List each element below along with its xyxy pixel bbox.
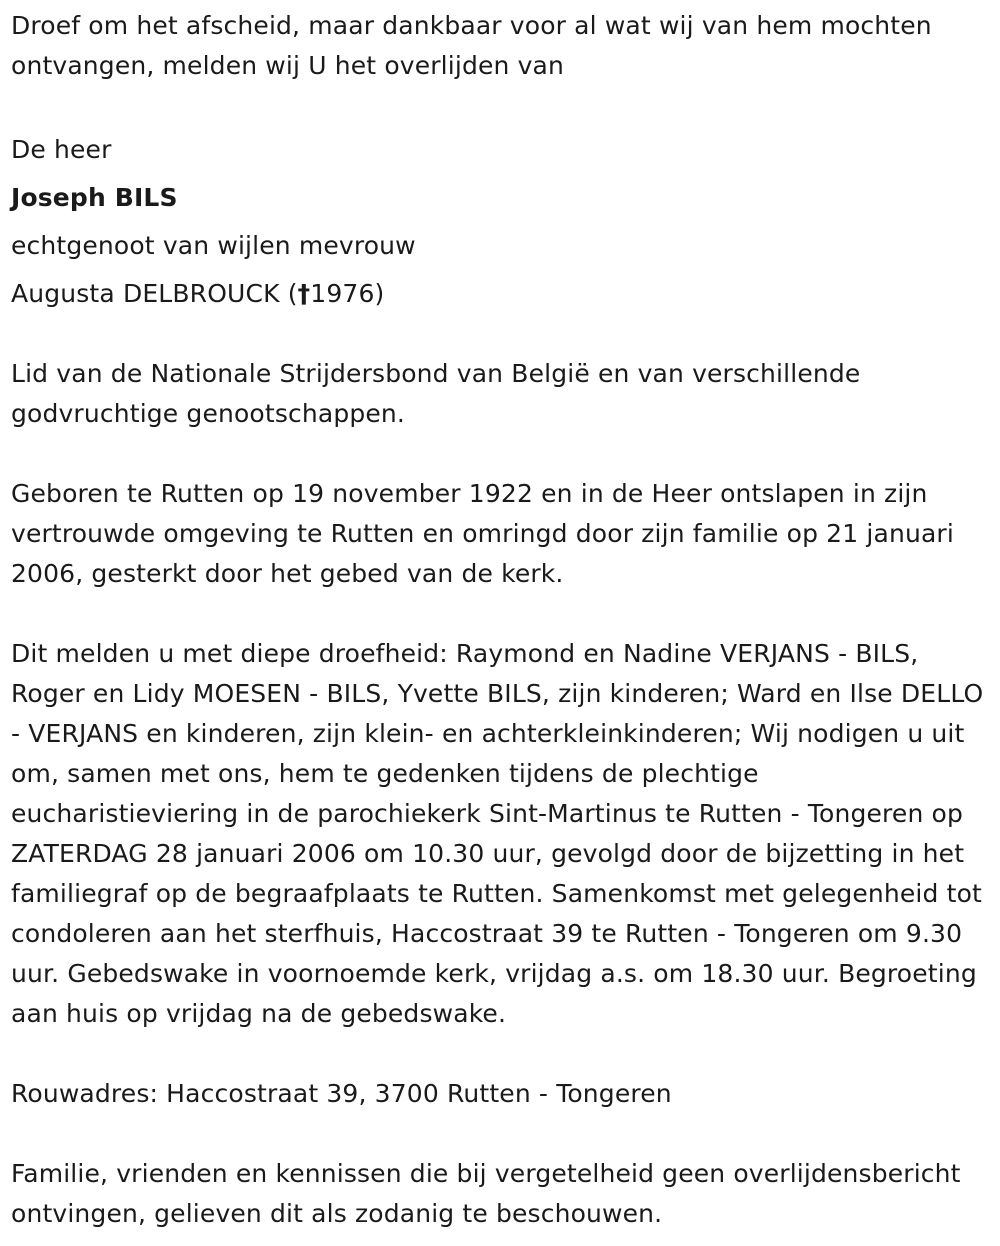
closing-paragraph: Familie, vrienden en kennissen die bij vergetelheid geen overlijdensbericht ontvingen, gelieven dit als zodanig te beschouwen.: [11, 1159, 961, 1228]
spacer: [11, 434, 992, 474]
spacer: [11, 594, 992, 634]
birth-death-paragraph: Geboren te Rutten op 19 november 1922 en in de Heer ontslapen in zijn vertrouwde omgeving te Rutten en omringd door zijn familie op 21 januari 2006, gesterkt door het gebed van de kerk.: [11, 479, 954, 588]
spacer: [11, 86, 992, 126]
deceased-name: Joseph BILS: [11, 183, 178, 212]
spacer: [11, 1034, 992, 1074]
intro-paragraph: Droef om het afscheid, maar dankbaar voor al wat wij van hem mochten ontvangen, melden wij U het overlijden van: [11, 11, 932, 80]
spouse-name-line: [11, 270, 992, 318]
deceased-block: [11, 126, 992, 318]
spacer: [11, 318, 992, 354]
salutation: De heer: [11, 135, 112, 164]
spouse-name: Augusta DELBROUCK (: [11, 279, 298, 308]
cross-symbol: †: [297, 279, 311, 308]
spouse-line: echtgenoot van wijlen mevrouw: [11, 231, 416, 260]
spacer: [11, 1114, 992, 1154]
announcement-paragraph: Dit melden u met diepe droefheid: Raymond en Nadine VERJANS - BILS, Roger en Lidy MOESEN - BILS, Yvette BILS, zijn kinderen; Ward en Ilse DELLO - VERJANS en kinderen, zijn klein- en achterkleinkinderen; Wij nodigen u uit om, samen met ons, hem te gedenken tijdens de plechtige eucharistieviering in de parochiekerk Sint-Martinus te Rutten - Tongeren op ZATERDAG 28 januari 2006 om 10.30 uur, gevolgd door de bijzetting in het familiegraf op de begraafplaats te Rutten. Samenkomst met gelegenheid tot condoleren aan het sterfhuis, Haccostraat 39 te Rutten - Tongeren om 9.30 uur. Gebedswake in voornoemde kerk, vrijdag a.s. om 18.30 uur. Begroeting aan huis op vrijdag na de gebedswake.: [11, 639, 984, 1028]
membership-paragraph: Lid van de Nationale Strijdersbond van België en van verschillende godvruchtige genootschappen.: [11, 359, 861, 428]
mourning-address: Rouwadres: Haccostraat 39, 3700 Rutten - Tongeren: [11, 1079, 672, 1108]
spouse-death-year: 1976): [310, 279, 385, 308]
